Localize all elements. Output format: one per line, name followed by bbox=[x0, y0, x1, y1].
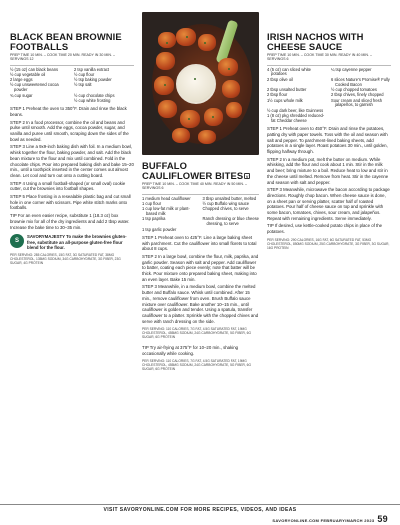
ingredient-item: Chopped chives, to serve bbox=[202, 206, 249, 212]
ingredient-item: ½ cup white frosting bbox=[74, 97, 111, 103]
recipe-tip: TIP Try air-frying at 375°F for 10–20 min., shaking occasionally while cooking. bbox=[142, 345, 239, 356]
ingredient-item: Sour cream and sliced fresh jalapeños, to garnish bbox=[331, 97, 382, 108]
recipe-step: STEP 3 Meanwhile, in a medium bowl, combine the melted butter and Buffalo sauce. Whisk until combined. After 15 min., remove cauliflower from oven. Brush Buffalo sauce mixture over cauliflower. Bake another 10–15 min., until cauliflower is golden and tender. Using a spatula, transfer cauliflower to a platter. Sprinkle with the chopped chives and serve with ranch dressing on the side. bbox=[142, 284, 259, 324]
recipe-step: STEP 5 Place frosting in a resealable plastic bag and cut small hole in one corner with scissors. Pipe white stitch marks onto footballs. bbox=[10, 194, 131, 211]
recipe-step: STEP 2 In a large bowl, combine the flour, milk, paprika, and garlic powder. Season with salt and pepper. Add cauliflower to batter, coating each piece evenly; note that batter will be thick. Pour mixture onto prepared baking sheet, making into an even layer. Bake 15 min. bbox=[142, 253, 259, 282]
recipe-tip: TIP For an even easier recipe, substitute 1 (18.3 oz) box brownie mix for all of the dry ingredients and add 2 tbsp water. Increase the bake time to 30–35 min. bbox=[10, 213, 130, 230]
ingredient-item: Ranch dressing or blue cheese dressing, to serve bbox=[202, 216, 259, 227]
recipe-step: STEP 1 Preheat oven to 425°F. Line a large baking sheet with parchment. Cut the cauliflower into small florets to total about 8 cups. bbox=[142, 234, 257, 252]
savory-logo-icon: S bbox=[10, 234, 24, 248]
tip-heading: SAVORYMAJESTY bbox=[27, 234, 65, 240]
ingredient-list bbox=[10, 65, 134, 105]
ingredient-item: ½ cup flour bbox=[74, 71, 95, 77]
ingredient-item: 2 tbsp flour bbox=[267, 92, 288, 98]
ingredient-item: 2 tbsp unsalted butter bbox=[267, 86, 307, 92]
page-footer bbox=[0, 504, 400, 525]
ingredient-item: 1 (8 oz) pkg shredded reduced-fat Cheddar cheese bbox=[267, 113, 325, 123]
vegetarian-badge: V bbox=[245, 174, 249, 180]
ingredient-item: ½ cup chopped tomatoes bbox=[331, 86, 377, 92]
ingredient-list bbox=[142, 194, 259, 233]
ingredient-item: ¼ tsp cayenne pepper bbox=[331, 66, 372, 72]
ingredient-item: ½ cup dark beer, like Guinness bbox=[267, 107, 324, 113]
savory-tip bbox=[10, 234, 134, 250]
recipe-step: STEP 3 Line a 9x9-inch baking dish with foil. In a medium bowl, whisk together the flour, baking powder, and salt. Add the black bean mixture to the flour and mix until combined. Fold in the chocolate chips. Pour into prepared baking dish and bake 15–20 min., until a toothpick inserted in the center comes out almost clean. Let cool and turn out onto a cutting board. bbox=[10, 144, 134, 178]
recipe-step: STEP 1 Preheat the oven to 350°F. Drain and rinse the black beans. bbox=[10, 106, 127, 117]
ingredient-item: ½ tsp salt bbox=[74, 82, 92, 88]
folio bbox=[272, 515, 388, 525]
ingredient-item: ½ cup Buffalo wing sauce bbox=[202, 200, 250, 206]
recipe-step: STEP 1 Preheat oven to 450°F. Drain and rinse the potatoes, patting dry with paper towels. Toss with the oil and season with salt and pepper. To parchment-lined baking sheets, add potatoes in a single layer. Roast potatoes 30 min., until golden, flipping halfway through. bbox=[267, 126, 388, 155]
recipe-step: STEP 2 In a food processor, combine the oil and beans and pulse until smooth. Add the eggs, cocoa powder, sugar, and vanilla and puree until smooth, scraping down the sides of the bowl as needed. bbox=[10, 119, 129, 142]
prep-info: PREP TIME 10 MIN. – COOK TIME 30 MIN. READY IN 40 MIN. – SERVINGS 6 bbox=[267, 52, 372, 62]
ingredient-item: ½ tsp baking powder bbox=[74, 77, 112, 83]
ingredient-item: 4 (5 oz) can sliced white potatoes bbox=[267, 66, 311, 77]
ingredient-item: 6 slices Nature's Promise® Fully Cooked Bacon bbox=[331, 76, 390, 87]
recipe-buffalo-cauliflower bbox=[142, 0, 259, 372]
ingredient-list bbox=[267, 65, 391, 125]
ingredient-item: 1 medium head cauliflower bbox=[142, 195, 191, 201]
folio-text: SAVORYONLINE.COM FEBRUARY/MARCH 2023 bbox=[272, 518, 375, 523]
ingredient-item: 2 tbsp olive oil bbox=[267, 76, 293, 82]
ingredient-item: ½ cup vegetable oil bbox=[10, 71, 46, 77]
nutrition-info: PER SERVING: 110 CALORIES, 7G FAT, 4.5G SATURATED FAT, 19MG CHOLESTEROL, 455MG SODIUM, 24G CARBOHYDRATE, 5G FIBER, 6G SUGAR, 6G PROTEIN bbox=[142, 359, 252, 372]
nutrition-info: PER SERVING: 290 CALORIES, 16G FAT, 6G SATURATED FAT, 53MG CHOLESTEROL, 850MG SODIUM, 25G CARBOHYDRATE, 3G FIBER, 3G SUGAR, 16G PROTEIN bbox=[267, 237, 390, 250]
ingredient-item: ½ cup chocolate chips bbox=[74, 92, 115, 98]
prep-info: PREP TIME 10 MIN. – COOK TIME 20 MIN. READY IN 30 MIN. – SERVINGS 12 bbox=[10, 52, 115, 62]
recipe-title: BLACK BEAN BROWNIE FOOTBALLS bbox=[10, 31, 122, 52]
ingredient-item: 2 tsp vanilla extract bbox=[74, 66, 110, 72]
ingredient-item: 3 tbsp unsalted butter, melted bbox=[202, 195, 257, 201]
recipe-irish-nachos bbox=[267, 0, 391, 251]
recipe-black-bean-brownie bbox=[10, 0, 134, 266]
ingredient-item: 1 tsp paprika bbox=[142, 216, 166, 222]
prep-info: PREP TIME 10 MIN. – COOK TIME 40 MIN. READY IN 50 MIN. – SERVINGS 6 bbox=[142, 181, 247, 191]
cauliflower-photo bbox=[142, 12, 259, 155]
recipe-step: STEP 4 Using a small football-shaped (or small oval) cookie cutter, cut the brownies into football shapes. bbox=[10, 180, 126, 192]
ingredient-item: 2 large eggs bbox=[10, 77, 33, 83]
nutrition-info: PER SERVING: 110 CALORIES, 7G FAT, 4.5G SATURATED FAT, 19MG CHOLESTEROL, 455MG SODIUM, 24G CARBOHYDRATE, 5G FIBER, 6G SUGAR, 6G PROTEIN bbox=[142, 327, 252, 340]
recipe-step: STEP 2 In a medium pot, melt the butter on medium. While whisking, add the flour and cook about 1 min. Stir in the milk and beer; bring mixture to a boil. Reduce heat to low and stir in the cheese until melted. Remove from heat. Stir in the cayenne and season with salt and pepper. bbox=[267, 156, 389, 185]
recipe-step: STEP 3 Meanwhile, microwave the bacon according to package directions. Roughly chop bacon. When cheese sauce is done, on a sheet pan or serving platter, scatter half of roasted potatoes. Pour half of cheese sauce on top and sprinkle with some bacon, tomatoes, chives, sour cream, and jalapeños. Repeat with remaining ingredients. Serve immediately. bbox=[267, 187, 390, 221]
ingredient-item: ½ cup unsweetened cocoa powder bbox=[10, 82, 59, 93]
ingredient-item: 1 cup low-fat milk or plant-based milk bbox=[142, 206, 190, 216]
ingredient-item: 1 tsp garlic powder bbox=[142, 226, 177, 232]
recipe-title: IRISH NACHOS WITH CHEESE SAUCE bbox=[267, 31, 364, 52]
ingredient-item: 1 cup flour bbox=[142, 200, 162, 206]
footer-tagline: VISIT SAVORYONLINE.COM FOR MORE RECIPES, VIDEOS, AND IDEAS bbox=[0, 504, 400, 515]
recipe-tip: TIP If desired, use kettle-cooked potato chips in place of the potatoes. bbox=[267, 223, 383, 235]
nutrition-info: PER SERVING: 285 CALORIES, 15G FAT, 3G SATURATED FAT, 38MG CHOLESTEROL, 135MG SODIUM, 34G CARBOHYDRATE, 3G FIBER, 23G SUGAR, 4G PROTEIN bbox=[10, 253, 121, 265]
ingredient-item: 2 tbsp chives, finely chopped bbox=[331, 92, 384, 98]
ingredient-item: ½ (15 oz) can black beans bbox=[10, 66, 59, 72]
page-number: 59 bbox=[377, 514, 388, 524]
ingredient-item: 1½ cups whole milk bbox=[267, 97, 303, 103]
recipe-title: BUFFALO CAULIFLOWER BITES V bbox=[142, 160, 249, 181]
ingredient-item: ¾ cup sugar bbox=[10, 92, 33, 98]
tip-text: To make the brownies gluten-free, substitute an all-purpose gluten-free flour blend for the flour. bbox=[27, 234, 127, 250]
